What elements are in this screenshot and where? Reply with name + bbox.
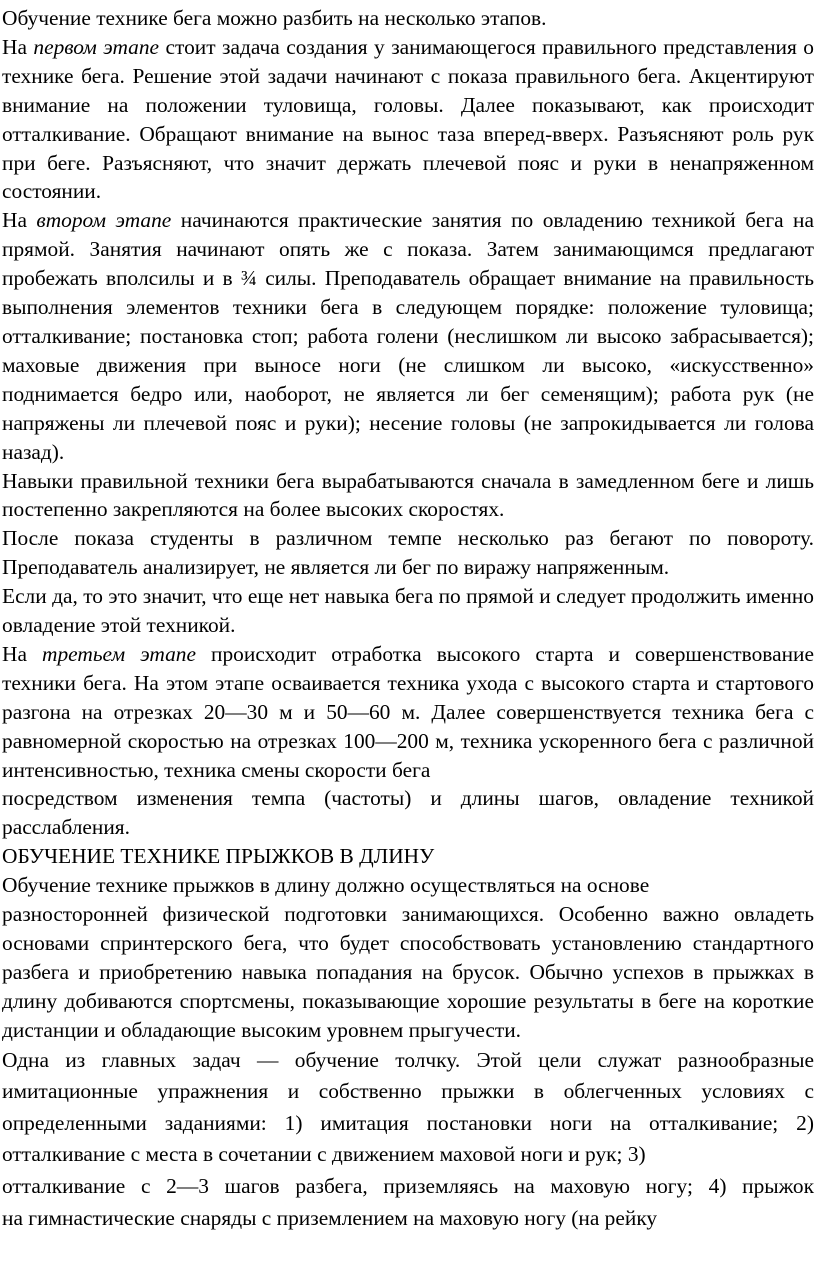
takeoff-line: отталкивание с места в сочетании с движением маховой ноги и рук; 3) (2, 1142, 646, 1167)
takeoff-line: отталкивание с 2—3 шагов разбега, приземляясь на маховую ногу; 4) прыжок (2, 1174, 814, 1198)
stage-one-prefix: На (2, 34, 34, 59)
stage-three-text: происходит отработка высокого старта и совершенствование техники бега. На этом этапе осваивается техника ухода с высокого старта и стартового разгона на отрезках 20—30 м и 50—60 м. Далее совершенствуется техника бега с равномерной скоростью на отрезках 100—200 м, техника ускоренного бега с различной интенсивностью, техника смены скорости бега (2, 641, 814, 782)
stage-two-text: начинаются практические занятия по овладению техникой бега на прямой. Занятия начинают опять же с показа. Затем занимающимся предлагают пробежать вполсилы и в ¾ силы. Преподаватель обращает внимание на правильность выполнения элементов техники бега в следующем порядке: положение туловища; отталкивание; постановка стоп; работа голени (неслишком ли высоко забрасывается); маховые движения при выносе ноги (не слишком ли высоко, «искусственно» поднимается бедро или, наоборот, не является ли бег семенящим); работа рук (не напряжены ли плечевой пояс и руки); несение головы (не запрокидывается ли голова назад). (2, 208, 815, 464)
takeoff-line: определенными заданиями: 1) имитация постановки ноги на отталкивание; 2) (2, 1110, 814, 1135)
stage-two-label: втором этапе (36, 208, 172, 233)
paragraph-intro: Обучение технике бега можно разбить на несколько этапов. (2, 6, 547, 30)
section-heading: ОБУЧЕНИЕ ТЕХНИКЕ ПРЫЖКОВ В ДЛИНУ (2, 844, 435, 869)
paragraph-skills: Навыки правильной техники бега вырабатываются сначала в замедленном беге и лишь постепенно закрепляются на более высоких скоростях. (2, 468, 814, 522)
paragraph-long-jump: разносторонней физической подготовки занимающихся. Особенно важно овладеть основами спринтерского бега, что будет способствовать установлению стандартного разбега и приобретению навыка попадания на брусок. Обычно успехов в прыжках в длину добиваются спортсмены, показывающие хорошие результаты в беге на короткие дистанции и обладающие высоким уровнем прыгучести. (2, 902, 814, 1042)
paragraph-relaxation: посредством изменения темпа (частоты) и длины шагов, овладение техникой расслабления. (2, 786, 814, 840)
takeoff-line: Одна из главных задач — обучение толчку. Этой цели служат разнообразные (2, 1047, 814, 1072)
stage-two-prefix: На (2, 208, 37, 233)
stage-one-label: первом этапе (33, 34, 160, 59)
stage-three-prefix: На (2, 641, 43, 666)
stage-one-text: стоит задача создания у занимающегося правильного представления о технике бега. Решение этой задачи начинают с показа правильного бега. Акцентируют внимание на положении туловища, головы. Далее показывают, как происходит отталкивание. Обращают внимание на вынос таза вперед-вверх. Разъясняют роль рук при беге. Разъясняют, что значит держать плечевой пояс и руки в ненапряженном состоянии. (2, 34, 814, 204)
paragraph-takeoff (2, 1045, 814, 1235)
takeoff-line: имитационные упражнения и собственно прыжки в облегченных условиях с (2, 1079, 814, 1104)
stage-three-label: третьем этапе (42, 641, 196, 666)
paragraph-straight: Если да, то это значит, что еще нет навыка бега по прямой и следует продолжить именно овладение этой техникой. (2, 584, 814, 638)
paragraph-long-jump-line1: Обучение технике прыжков в длину должно осуществляться на основе (2, 873, 650, 898)
paragraph-turn: После показа студенты в различном темпе несколько раз бегают по повороту. Преподаватель анализирует, не является ли бег по виражу напряженным. (2, 526, 814, 580)
takeoff-line: на гимнастические снаряды с приземлением на маховую ногу (на рейку (2, 1205, 658, 1230)
paragraph-stage-three (2, 640, 814, 785)
paragraph-stage-two (2, 206, 814, 466)
paragraph-stage-one (2, 33, 814, 206)
